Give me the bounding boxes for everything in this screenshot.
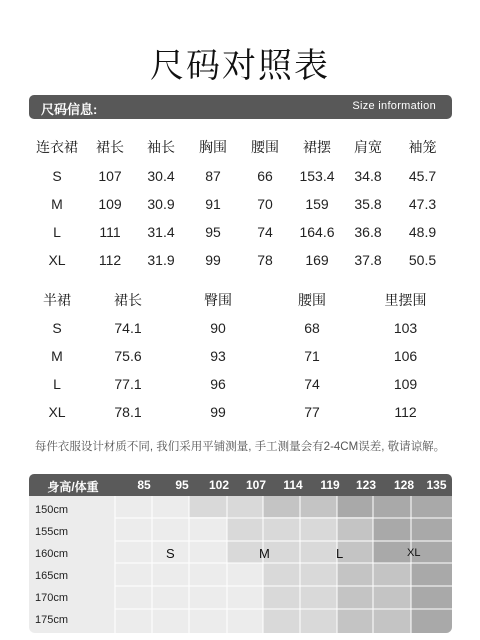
size-info-bar: [29, 95, 452, 119]
table-cell: 99: [205, 252, 221, 268]
table-cell: 31.9: [147, 252, 175, 268]
table-cell: 36.8: [354, 224, 382, 240]
table-cell: 68: [304, 320, 320, 336]
table-cell: 153.4: [299, 168, 335, 184]
table-row: [29, 342, 452, 370]
table-cell: 93: [210, 348, 226, 364]
table-cell: 35.8: [354, 196, 382, 212]
table-row: [29, 370, 452, 398]
table-cell: S: [52, 168, 62, 184]
size-info-label: 尺码信息:: [41, 102, 98, 117]
weight-header-cell: 95: [175, 478, 189, 492]
table-cell: 159: [305, 196, 329, 212]
skirt-header-row: [29, 286, 452, 314]
height-label: 150cm: [35, 504, 69, 516]
table-cell: 34.8: [354, 168, 382, 184]
skirt-header-cell: 里摆围: [384, 292, 427, 308]
dress-size-table: [29, 132, 452, 274]
weight-header-cell: 107: [245, 478, 267, 492]
table-cell: 169: [305, 252, 329, 268]
table-cell: 47.3: [408, 196, 437, 212]
table-cell: 31.4: [147, 224, 175, 240]
table-cell: 111: [99, 224, 121, 240]
table-cell: 99: [210, 404, 226, 420]
grid-lines: [29, 496, 452, 633]
table-cell: 48.9: [408, 224, 437, 240]
table-cell: 96: [210, 376, 226, 392]
table-cell: 112: [98, 252, 122, 268]
table-cell: 77: [304, 404, 320, 420]
table-cell: 90: [210, 320, 226, 336]
table-cell: 95: [205, 224, 221, 240]
table-cell: 74: [304, 376, 320, 392]
table-cell: XL: [48, 404, 66, 420]
table-cell: XL: [48, 252, 66, 268]
zone-label-s: S: [166, 546, 175, 561]
table-cell: S: [52, 320, 62, 336]
height-label: 170cm: [35, 592, 69, 604]
table-row: [29, 162, 452, 190]
table-cell: 103: [393, 320, 418, 336]
dress-header-cell: 肩宽: [354, 139, 382, 155]
table-cell: 74.1: [114, 320, 142, 336]
table-cell: 50.5: [408, 252, 437, 268]
table-cell: 71: [304, 348, 320, 364]
dress-header-cell: 连衣裙: [36, 139, 78, 155]
skirt-size-table: [29, 286, 452, 426]
table-cell: L: [53, 376, 61, 392]
size-info-label-en: Size information: [352, 100, 436, 112]
height-label: 165cm: [35, 570, 69, 582]
dress-header-cell: 腰围: [251, 139, 279, 155]
table-cell: 106: [393, 348, 418, 364]
table-cell: 37.8: [354, 252, 382, 268]
table-cell: 66: [257, 168, 273, 184]
table-cell: 87: [205, 168, 221, 184]
table-cell: 91: [205, 196, 221, 212]
table-cell: 30.9: [147, 196, 175, 212]
zone-label-xl: XL: [407, 547, 421, 559]
skirt-header-cell: 腰围: [298, 292, 326, 308]
table-row: [29, 218, 452, 246]
table-cell: 164.6: [299, 224, 335, 240]
table-cell: M: [51, 348, 63, 364]
measurement-note: 每件衣服设计材质不同, 我们采用平铺测量, 手工测量会有2-4CM误差, 敬请谅解。: [34, 441, 446, 453]
weight-header-cell: 123: [355, 478, 377, 492]
table-cell: 74: [257, 224, 273, 240]
table-cell: 109: [393, 376, 418, 392]
dress-header-cell: 袖笼: [408, 139, 437, 155]
table-cell: 70: [257, 196, 273, 212]
height-weight-header: [29, 474, 452, 496]
height-label: 160cm: [35, 548, 69, 560]
weight-header-cell: 128: [393, 478, 415, 492]
weight-header-cell: 135: [426, 478, 447, 492]
height-label: 155cm: [35, 526, 69, 538]
skirt-header-cell: 半裙: [43, 292, 71, 308]
height-label: 175cm: [35, 614, 69, 626]
skirt-header-cell: 臀围: [204, 292, 232, 308]
table-cell: 30.4: [147, 168, 175, 184]
weight-header-cell: 119: [320, 478, 340, 492]
table-cell: 45.7: [408, 168, 437, 184]
table-cell: L: [53, 224, 61, 240]
table-cell: 78.1: [114, 404, 142, 420]
weight-header-cell: 114: [283, 478, 303, 492]
dress-header-cell: 裙长: [96, 139, 124, 155]
zone-label-l: L: [336, 546, 344, 561]
table-cell: 78: [257, 252, 273, 268]
table-row: [29, 398, 452, 426]
table-row: [29, 314, 452, 342]
table-cell: 107: [98, 168, 122, 184]
dress-header-cell: 袖长: [147, 139, 175, 155]
table-cell: 75.6: [114, 348, 142, 364]
table-cell: M: [51, 196, 63, 212]
zone-label-m: M: [259, 546, 270, 561]
dress-header-cell: 裙摆: [303, 139, 331, 155]
skirt-header-cell: 裙长: [114, 292, 142, 308]
dress-header-cell: 胸围: [199, 139, 227, 155]
table-row: [29, 246, 452, 274]
height-weight-label: 身高/体重: [47, 480, 99, 494]
table-cell: 109: [98, 196, 122, 212]
dress-header-row: [29, 132, 452, 162]
page-title: 尺码对照表: [150, 46, 330, 86]
weight-header-cell: 102: [208, 478, 230, 492]
height-weight-grid: [29, 496, 452, 633]
table-cell: 77.1: [114, 376, 142, 392]
table-row: [29, 190, 452, 218]
table-cell: 112: [394, 404, 417, 420]
weight-header-cell: 85: [137, 478, 151, 492]
